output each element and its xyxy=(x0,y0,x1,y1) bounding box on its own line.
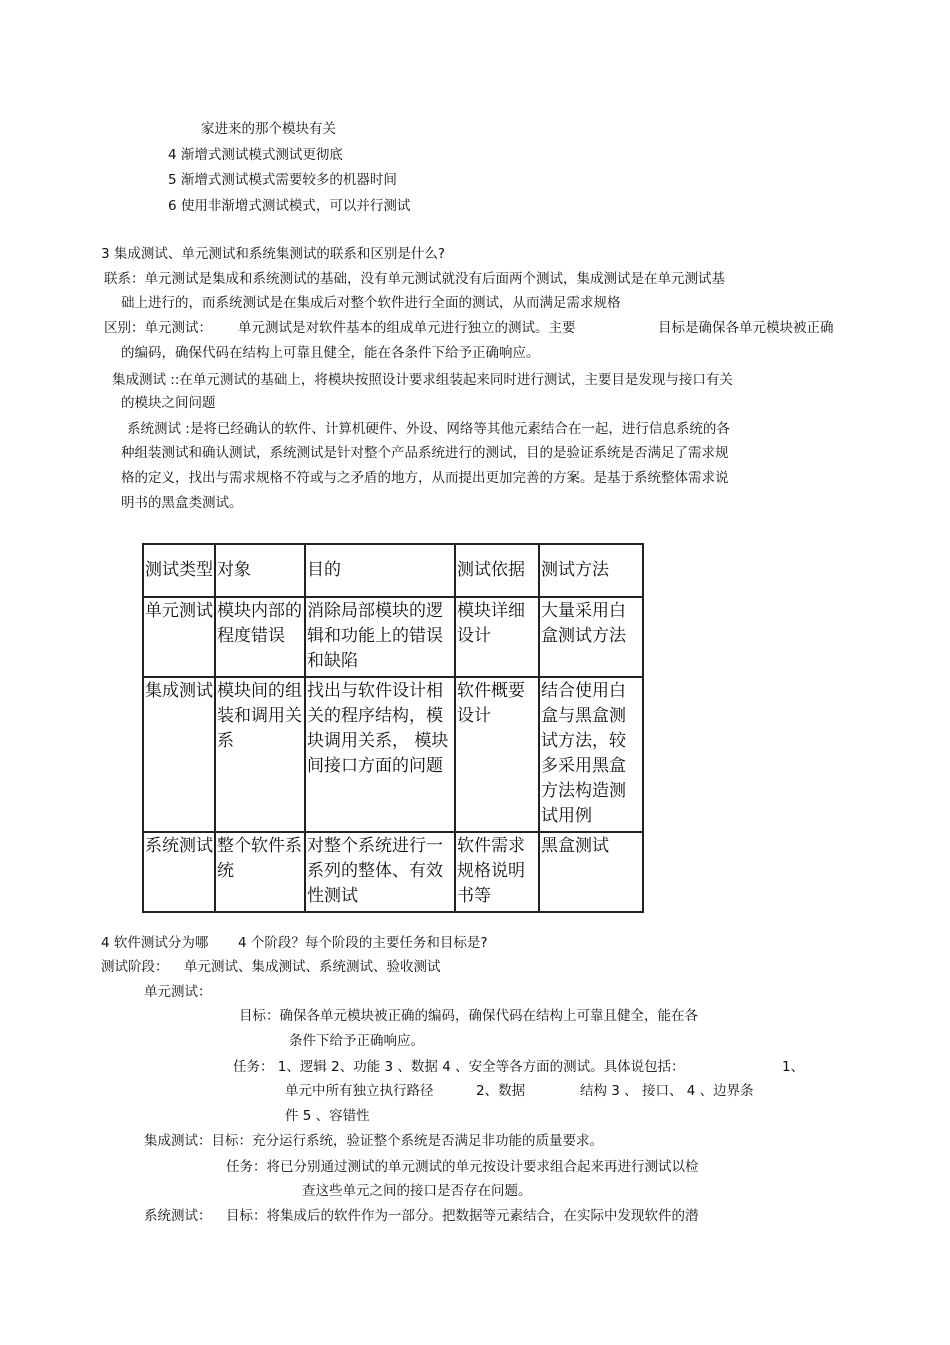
unit-test-goal: 目标：确保各单元模块被正确的编码，确保代码在结构上可靠且健全，能在各 xyxy=(239,1008,698,1024)
table-cell: 消除局部模块的逻辑和功能上的错误和缺陷 xyxy=(305,597,455,677)
paragraph-system: 种组装测试和确认测试，系统测试是针对整个产品系统进行的测试，目的是验证系统是否满足了需求规 xyxy=(121,445,729,461)
table-cell: 系统测试 xyxy=(143,832,215,912)
unit-test-task: 1、 xyxy=(782,1059,805,1075)
paragraph-relation: 联系：单元测试是集成和系统测试的基础，没有单元测试就没有后面两个测试，集成测试是在单元测试基 xyxy=(104,271,725,287)
table-row xyxy=(143,677,643,832)
table-cell: 大量采用白盒测试方法 xyxy=(539,597,643,677)
paragraph-system: 系统测试 :是将已经确认的软件、计算机硬件、外设、网络等其他元素结合在一起，进行信息系统的各 xyxy=(127,421,730,437)
list-item: 6 使用非渐增式测试模式，可以并行测试 xyxy=(168,198,411,214)
table-header-cell: 测试方法 xyxy=(539,544,643,597)
integration-test-goal: 集成测试：目标：充分运行系统，验证整个系统是否满足非功能的质量要求。 xyxy=(144,1133,603,1149)
paragraph-system: 格的定义，找出与需求规格不符或与之矛盾的地方，从而提出更加完善的方案。是基于系统整体需求说 xyxy=(121,470,729,486)
unit-test-task: 结构 3 、 接口、 4 、边界条 xyxy=(580,1083,754,1099)
unit-test-title: 单元测试： xyxy=(144,984,212,1000)
question-3: 3 集成测试、单元测试和系统集测试的联系和区别是什么? xyxy=(101,246,446,262)
table-cell: 模块间的组装和调用关系 xyxy=(215,677,305,832)
table-cell: 找出与软件设计相关的程序结构，模块调用关系， 模块间接口方面的问题 xyxy=(305,677,455,832)
question-4: 4 软件测试分为哪 xyxy=(101,935,209,951)
test-stages: 测试阶段： xyxy=(101,959,169,975)
table-cell: 整个软件系统 xyxy=(215,832,305,912)
table-row xyxy=(143,832,643,912)
list-item: 5 渐增式测试模式需要较多的机器时间 xyxy=(168,172,397,188)
unit-test-task: 单元中所有独立执行路径 xyxy=(285,1083,434,1099)
table-header-cell: 目的 xyxy=(305,544,455,597)
table-header-cell: 测试类型 xyxy=(143,544,215,597)
table-cell: 黑盒测试 xyxy=(539,832,643,912)
paragraph-difference: 目标是确保各单元模块被正确 xyxy=(658,320,834,336)
question-4: 4 个阶段？每个阶段的主要任务和目标是? xyxy=(238,935,488,951)
unit-test-task: 2、数据 xyxy=(476,1083,526,1099)
unit-test-task: 件 5 、容错性 xyxy=(285,1108,370,1124)
table-cell: 集成测试 xyxy=(143,677,215,832)
paragraph-system: 明书的黑盒类测试。 xyxy=(121,495,243,511)
unit-test-task: 任务： 1、逻辑 2、功能 3 、数据 4 、安全等各方面的测试。具体说包括： xyxy=(233,1059,685,1075)
table-cell: 软件概要设计 xyxy=(455,677,539,832)
paragraph-relation: 础上进行的，而系统测试是在集成后对整个软件进行全面的测试，从而满足需求规格 xyxy=(121,295,621,311)
paragraph-integration: 的模块之间问题 xyxy=(121,395,216,411)
table-cell: 模块内部的程度错误 xyxy=(215,597,305,677)
paragraph-difference: 的编码，确保代码在结构上可靠且健全，能在各条件下给予正确响应。 xyxy=(121,345,540,361)
table-row xyxy=(143,597,643,677)
table-cell: 模块详细设计 xyxy=(455,597,539,677)
system-test-goal: 目标：将集成后的软件作为一部分。把数据等元素结合，在实际中发现软件的潜 xyxy=(226,1208,699,1224)
table-header-cell: 对象 xyxy=(215,544,305,597)
comparison-table xyxy=(142,543,644,913)
list-item: 家进来的那个模块有关 xyxy=(201,121,336,137)
table-cell: 单元测试 xyxy=(143,597,215,677)
paragraph-integration: 集成测试 ::在单元测试的基础上，将模块按照设计要求组装起来同时进行测试，主要目是发现与接口有关 xyxy=(112,372,733,388)
table-cell: 结合使用白盒与黑盒测试方法，较多采用黑盒方法构造测试用例 xyxy=(539,677,643,832)
system-test-goal: 系统测试： xyxy=(144,1208,212,1224)
test-stages: 单元测试、集成测试、系统测试、验收测试 xyxy=(184,959,441,975)
integration-test-task: 查这些单元之间的接口是否存在问题。 xyxy=(302,1183,532,1199)
unit-test-goal: 条件下给予正确响应。 xyxy=(289,1033,424,1049)
integration-test-task: 任务：将已分别通过测试的单元测试的单元按设计要求组合起来再进行测试以检 xyxy=(226,1159,699,1175)
table-cell: 对整个系统进行一系列的整体、有效性测试 xyxy=(305,832,455,912)
paragraph-difference: 单元测试是对软件基本的组成单元进行独立的测试。主要 xyxy=(238,320,576,336)
list-item: 4 渐增式测试模式测试更彻底 xyxy=(168,147,343,163)
table-header-cell: 测试依据 xyxy=(455,544,539,597)
table-header-row xyxy=(143,544,643,597)
paragraph-difference: 区别：单元测试： xyxy=(104,320,212,336)
table-cell: 软件需求规格说明书等 xyxy=(455,832,539,912)
